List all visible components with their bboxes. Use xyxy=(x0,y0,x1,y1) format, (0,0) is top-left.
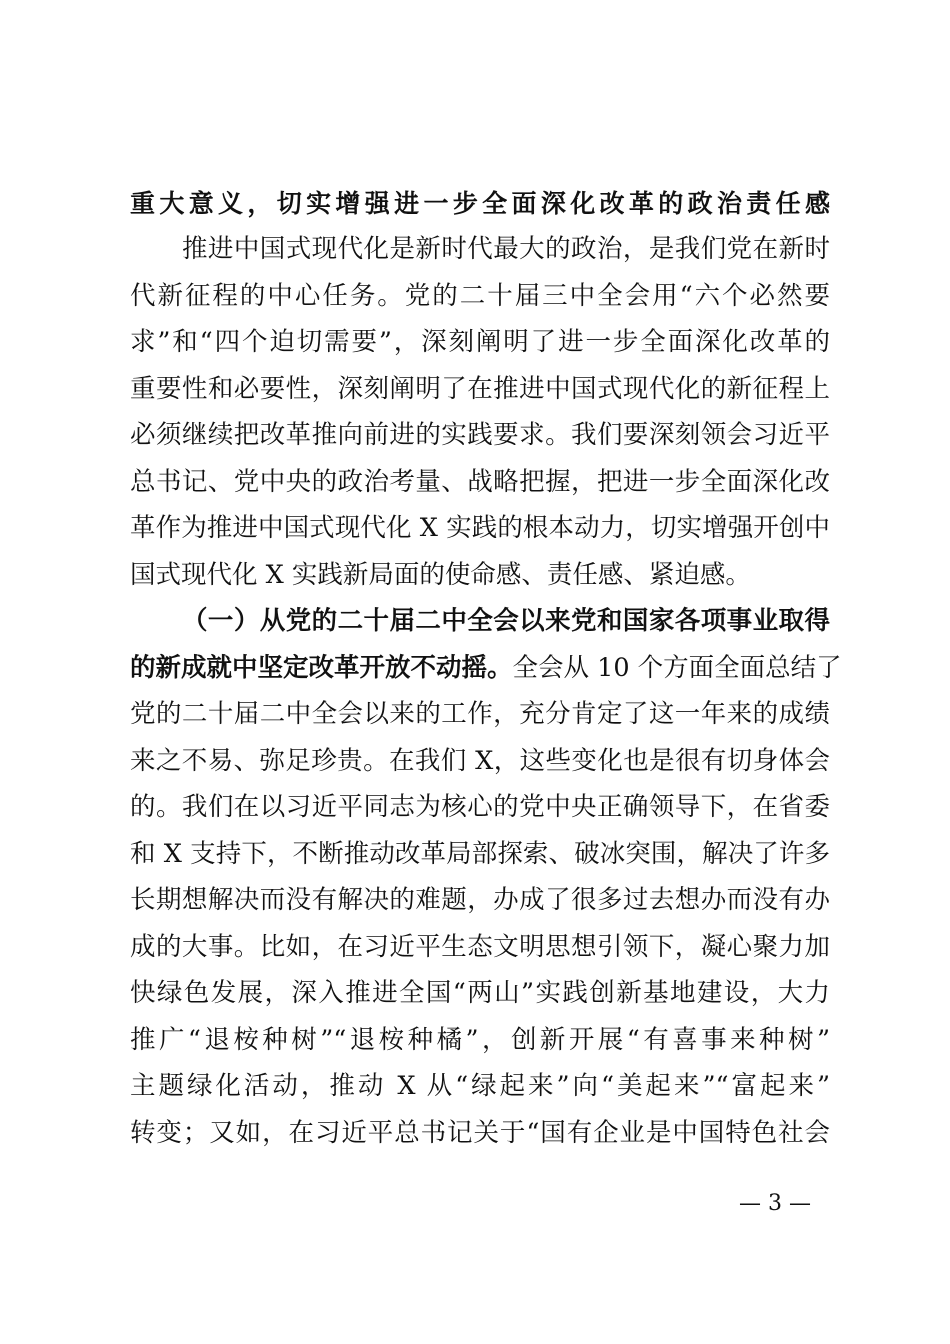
paragraph-line: 总书记、党中央的政治考量、战略把握，把进一步全面深化改 xyxy=(130,467,830,497)
paragraph-line: 推广“退桉种树”“退桉种橘”，创新开展“有喜事来种树” xyxy=(130,1025,830,1055)
paragraph-line: 的。我们在以习近平同志为核心的党中央正确领导下，在省委 xyxy=(130,792,830,822)
paragraph-line: 革作为推进中国式现代化 X 实践的根本动力，切实增强开创中 xyxy=(130,513,830,543)
paragraph-line-mixed xyxy=(130,645,842,691)
paragraph-line: 必须继续把改革推向前进的实践要求。我们要深刻领会习近平 xyxy=(130,420,830,450)
paragraph-line: 主题绿化活动，推动 X 从“绿起来”向“美起来”“富起来” xyxy=(130,1071,830,1101)
paragraph-line: 代新征程的中心任务。党的二十届三中全会用“六个必然要 xyxy=(130,281,830,311)
paragraph-line: 国式现代化 X 实践新局面的使命感、责任感、紧迫感。 xyxy=(130,560,751,590)
paragraph-line: 快绿色发展，深入推进全国“两山”实践创新基地建设，大力 xyxy=(130,978,830,1008)
subsection-heading: （一）从党的二十届二中全会以来党和国家各项事业取得 xyxy=(182,606,830,636)
paragraph-line: 来之不易、弥足珍贵。在我们 X，这些变化也是很有切身体会 xyxy=(130,746,830,776)
section-heading: 重大意义，切实增强进一步全面深化改革的政治责任感 xyxy=(130,189,830,218)
paragraph-line: 重要性和必要性，深刻阐明了在推进中国式现代化的新征程上 xyxy=(130,374,830,404)
paragraph-line: 党的二十届二中全会以来的工作，充分肯定了这一年来的成绩 xyxy=(130,699,830,729)
paragraph-line: 求”和“四个迫切需要”，深刻阐明了进一步全面深化改革的 xyxy=(130,327,830,357)
subsection-heading-end: 的新成就中坚定改革开放不动摇。 xyxy=(130,653,513,683)
page-number: — 3 — xyxy=(739,1191,811,1216)
paragraph-line: 和 X 支持下，不断推动改革局部探索、破冰突围，解决了许多 xyxy=(130,839,830,869)
paragraph-line: 长期想解决而没有解决的难题，办成了很多过去想办而没有办 xyxy=(130,885,830,915)
paragraph-line: 成的大事。比如，在习近平生态文明思想引领下，凝心聚力加 xyxy=(130,932,830,962)
paragraph-line: 推进中国式现代化是新时代最大的政治，是我们党在新时 xyxy=(182,234,830,264)
paragraph-text: 全会从 10 个方面全面总结了 xyxy=(512,653,842,683)
paragraph-line: 转变；又如，在习近平总书记关于“国有企业是中国特色社会 xyxy=(130,1118,830,1148)
